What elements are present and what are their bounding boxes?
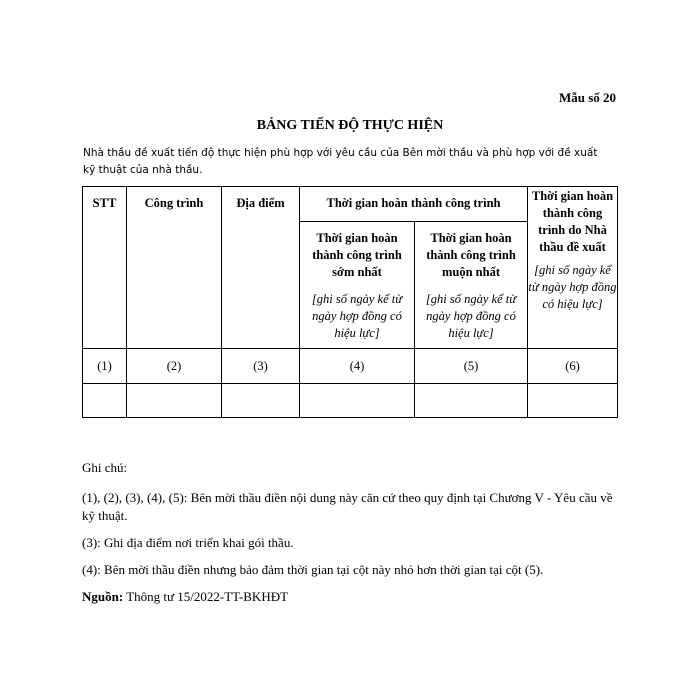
table-cell bbox=[415, 384, 528, 418]
header-muon-nhat bbox=[415, 222, 528, 349]
note-item: (4): Bên mời thầu điền nhưng bảo đảm thời gian tại cột này nhỏ hơn thời gian tại cột (5). bbox=[82, 562, 544, 577]
note-item: (3): Ghi địa điểm nơi triển khai gói thầu. bbox=[82, 535, 294, 550]
table-cell bbox=[300, 384, 415, 418]
header-group-thoi-gian: Thời gian hoàn thành công trình bbox=[300, 187, 528, 222]
table-header-row bbox=[83, 187, 618, 222]
table-cell bbox=[222, 384, 300, 418]
source-text: Thông tư 15/2022-TT-BKHĐT bbox=[126, 589, 289, 604]
column-number: (5) bbox=[415, 349, 528, 384]
progress-table bbox=[82, 186, 618, 418]
header-muon-nhat-note: [ghi số ngày kể từ ngày hợp đồng có hiệu lực] bbox=[425, 292, 517, 340]
header-stt: STT bbox=[83, 187, 127, 349]
header-som-nhat-note: [ghi số ngày kể từ ngày hợp đồng có hiệu lực] bbox=[311, 292, 403, 340]
table-cell bbox=[127, 384, 222, 418]
source-line bbox=[82, 588, 622, 606]
header-som-nhat-label: Thời gian hoàn thành công trình sớm nhất bbox=[312, 231, 402, 279]
column-number: (3) bbox=[222, 349, 300, 384]
notes-heading: Ghi chú: bbox=[82, 460, 128, 475]
column-number: (2) bbox=[127, 349, 222, 384]
header-de-xuat bbox=[528, 187, 618, 349]
notes-section bbox=[82, 459, 622, 615]
column-number: (6) bbox=[528, 349, 618, 384]
note-item: (1), (2), (3), (4), (5): Bên mời thầu điền nội dung này căn cứ theo quy định tại Chương V - Yêu cầu về kỹ thuật. bbox=[82, 490, 613, 523]
table-cell bbox=[83, 384, 127, 418]
header-de-xuat-note: [ghi số ngày kể từ ngày hợp đồng có hiệu lực] bbox=[528, 263, 617, 311]
form-number: Mẫu số 20 bbox=[558, 90, 616, 105]
header-dia-diem: Địa điểm bbox=[222, 187, 300, 349]
header-cong-trinh: Công trình bbox=[127, 187, 222, 349]
document-title: BẢNG TIẾN ĐỘ THỰC HIỆN bbox=[256, 118, 444, 133]
intro-text: Nhà thầu đề xuất tiến độ thực hiện phù hợp với yêu cầu của Bên mời thầu và phù hợp với đề xuất kỹ thuật của nhà thầu. bbox=[83, 147, 598, 176]
source-label: Nguồn: bbox=[82, 589, 124, 604]
column-number-row bbox=[83, 349, 618, 384]
header-som-nhat bbox=[300, 222, 415, 349]
table-row bbox=[83, 384, 618, 418]
header-de-xuat-label: Thời gian hoàn thành công trình do Nhà thầu đề xuất bbox=[531, 189, 614, 254]
column-number: (1) bbox=[83, 349, 127, 384]
column-number: (4) bbox=[300, 349, 415, 384]
table-cell bbox=[528, 384, 618, 418]
header-muon-nhat-label: Thời gian hoàn thành công trình muộn nhất bbox=[426, 231, 516, 279]
